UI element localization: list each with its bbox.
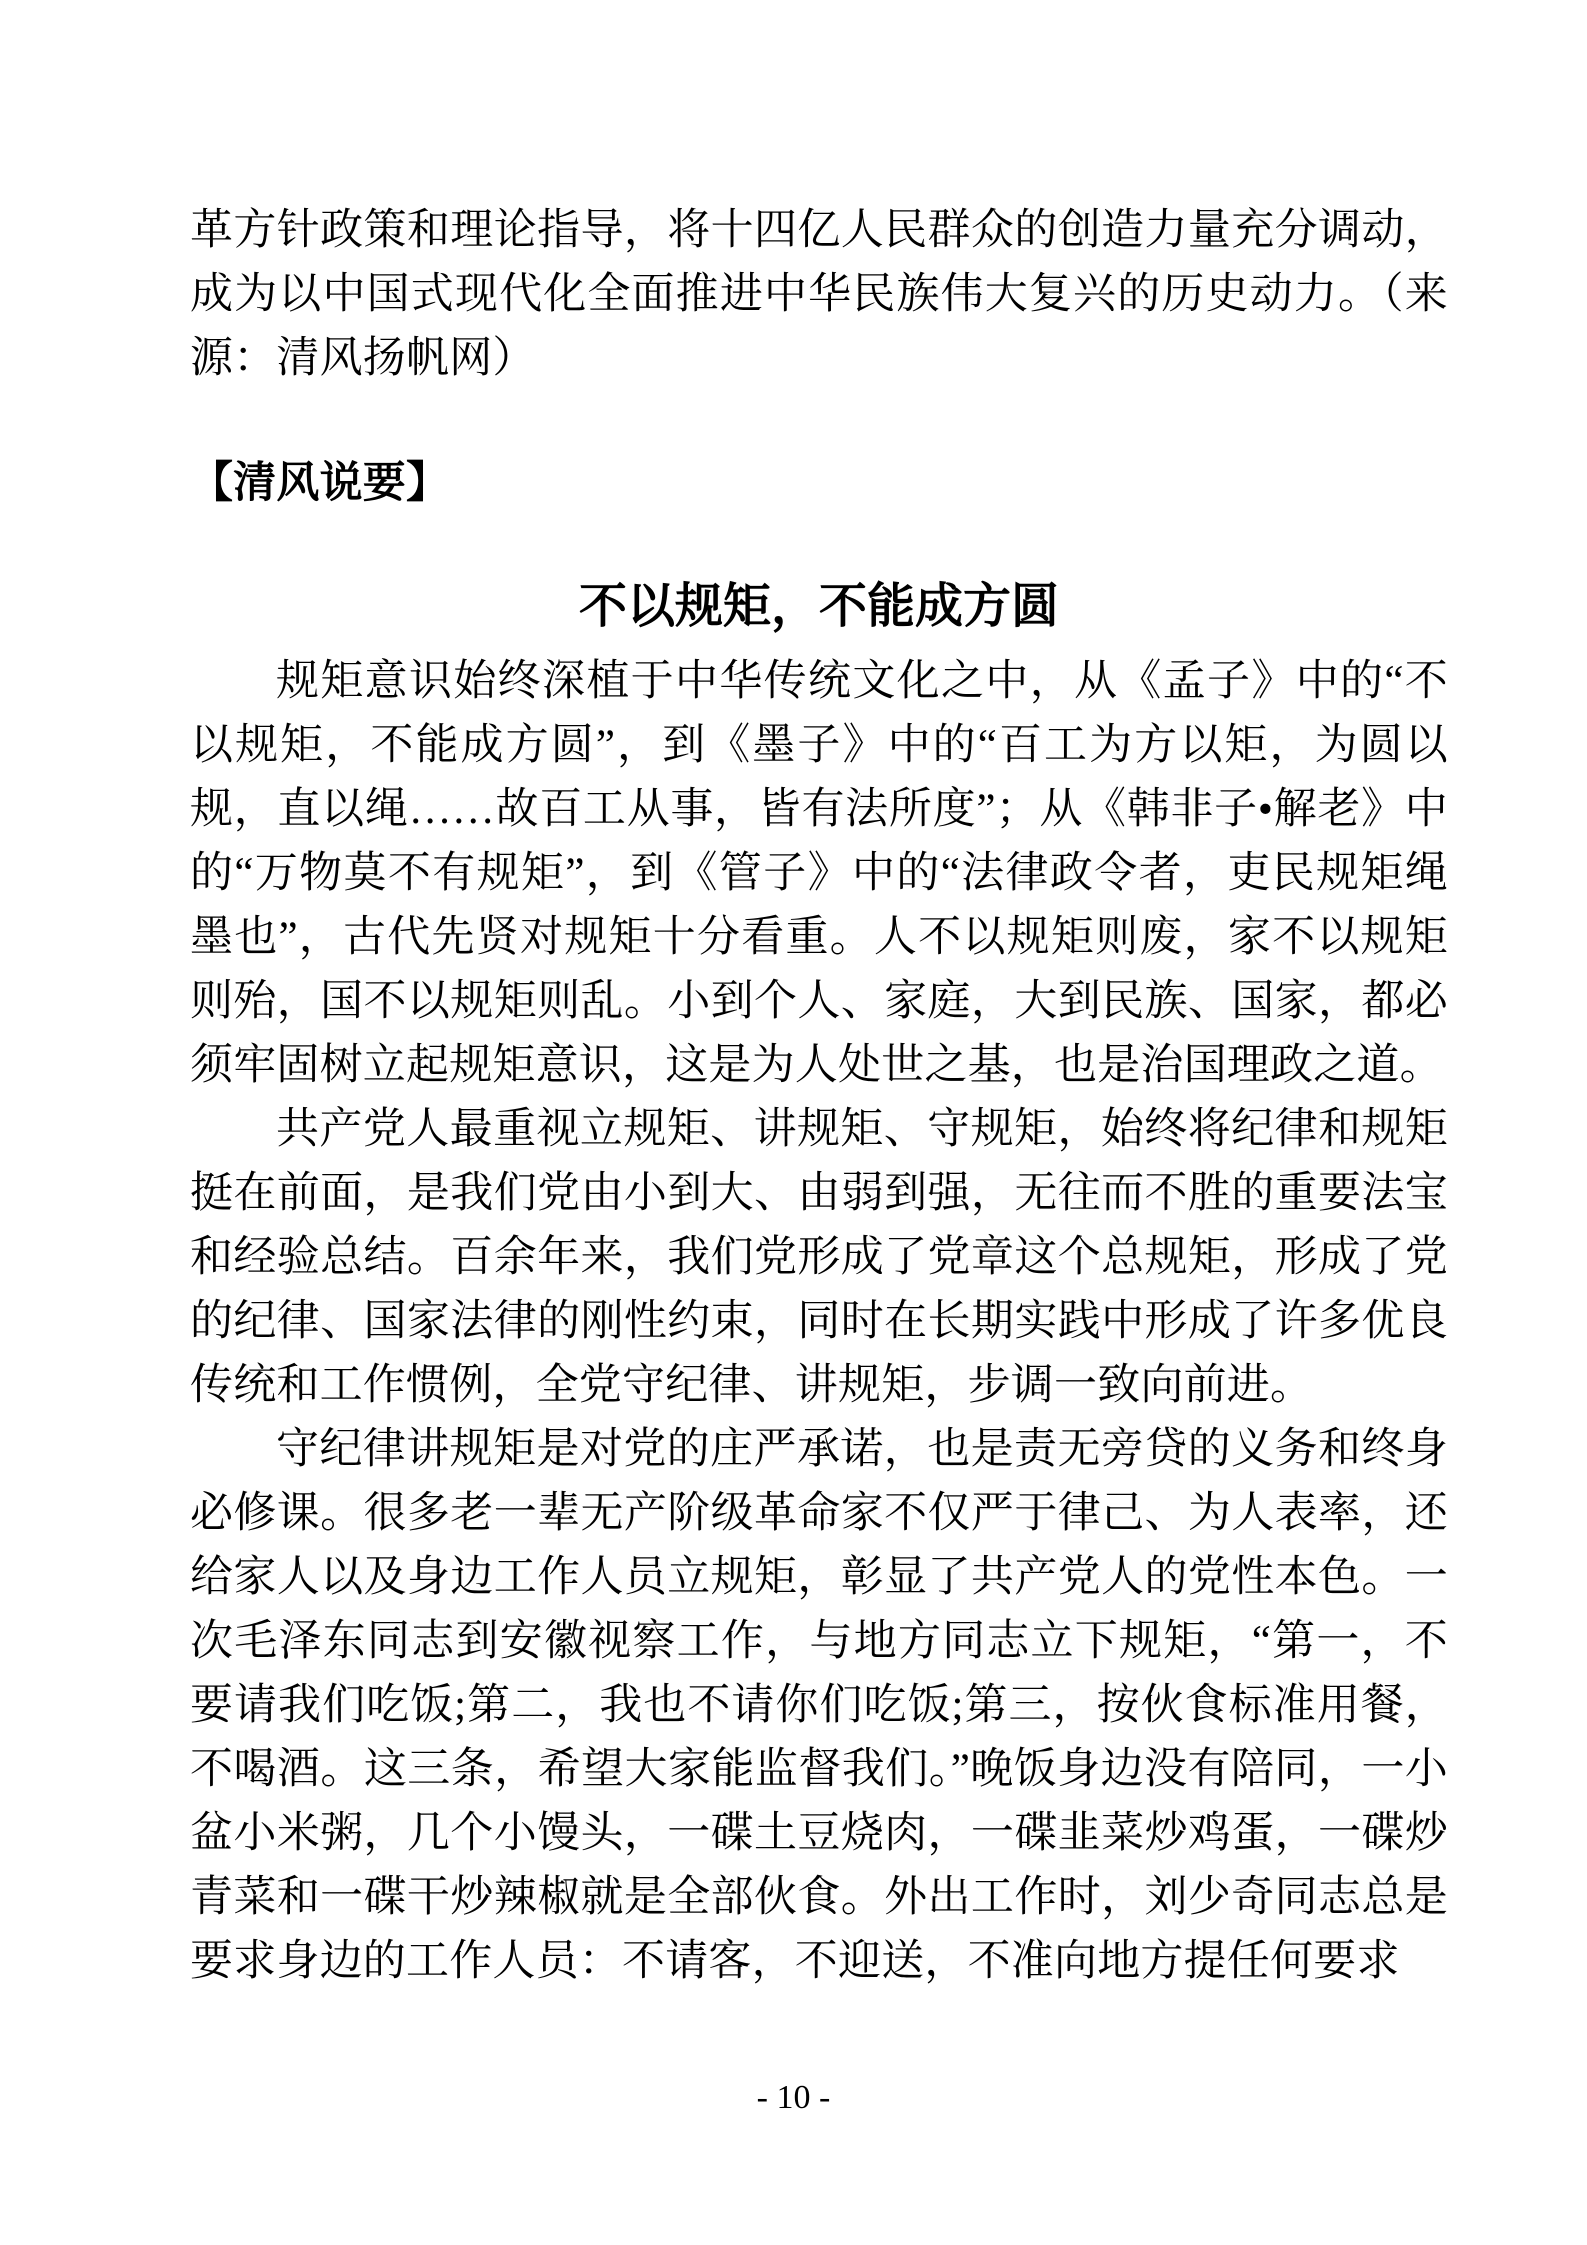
article-paragraph-1: 规矩意识始终深植于中华传统文化之中，从《孟子》中的“不以规矩，不能成方圆”，到《墨子》中的“百工为方以矩，为圆以规，直以绳……故百工从事，皆有法所度”；从《韩非子•解老》中的“万物莫不有规矩”，到《管子》中的“法律政令者，吏民规矩绳墨也”，古代先贤对规矩十分看重。人不以规矩则废，家不以规矩则殆，国不以规矩则乱。小到个人、家庭，大到民族、国家，都必须牢固树立起规矩意识，这是为人处世之基，也是治国理政之道。 (190, 658, 1448, 1089)
article-paragraph-3: 守纪律讲规矩是对党的庄严承诺，也是责无旁贷的义务和终身必修课。很多老一辈无产阶级革命家不仅严于律己、为人表率，还给家人以及身边工作人员立规矩，彰显了共产党人的党性本色。一次毛泽东同志到安徽视察工作，与地方同志立下规矩，“第一，不要请我们吃饭;第二，我也不请你们吃饭;第三，按伙食标准用餐，不喝酒。这三条，希望大家能监督我们。”晚饭身边没有陪同，一小盆小米粥，几个小馒头，一碟土豆烧肉，一碟韭菜炒鸡蛋，一碟炒青菜和一碟干炒辣椒就是全部伙食。外出工作时，刘少奇同志总是要求身边的工作人员：不请客，不迎送，不准向地方提任何要求 (190, 1426, 1448, 1985)
page-number: - 10 - (756, 2079, 831, 2116)
continuation-paragraph: 革方针政策和理论指导，将十四亿人民群众的创造力量充分调动，成为以中国式现代化全面推进中华民族伟大复兴的历史动力。（来源：清风扬帆网） (190, 207, 1448, 382)
article-title: 不以规矩，不能成方圆 (578, 580, 1059, 633)
section-label: 【清风说要】 (190, 460, 450, 507)
article-paragraph-2: 共产党人最重视立规矩、讲规矩、守规矩，始终将纪律和规矩挺在前面，是我们党由小到大、由弱到强，无往而不胜的重要法宝和经验总结。百余年来，我们党形成了党章这个总规矩，形成了党的纪律、国家法律的刚性约束，同时在长期实践中形成了许多优良传统和工作惯例，全党守纪律、讲规矩，步调一致向前进。 (190, 1106, 1448, 1409)
article-body (190, 650, 1448, 1994)
